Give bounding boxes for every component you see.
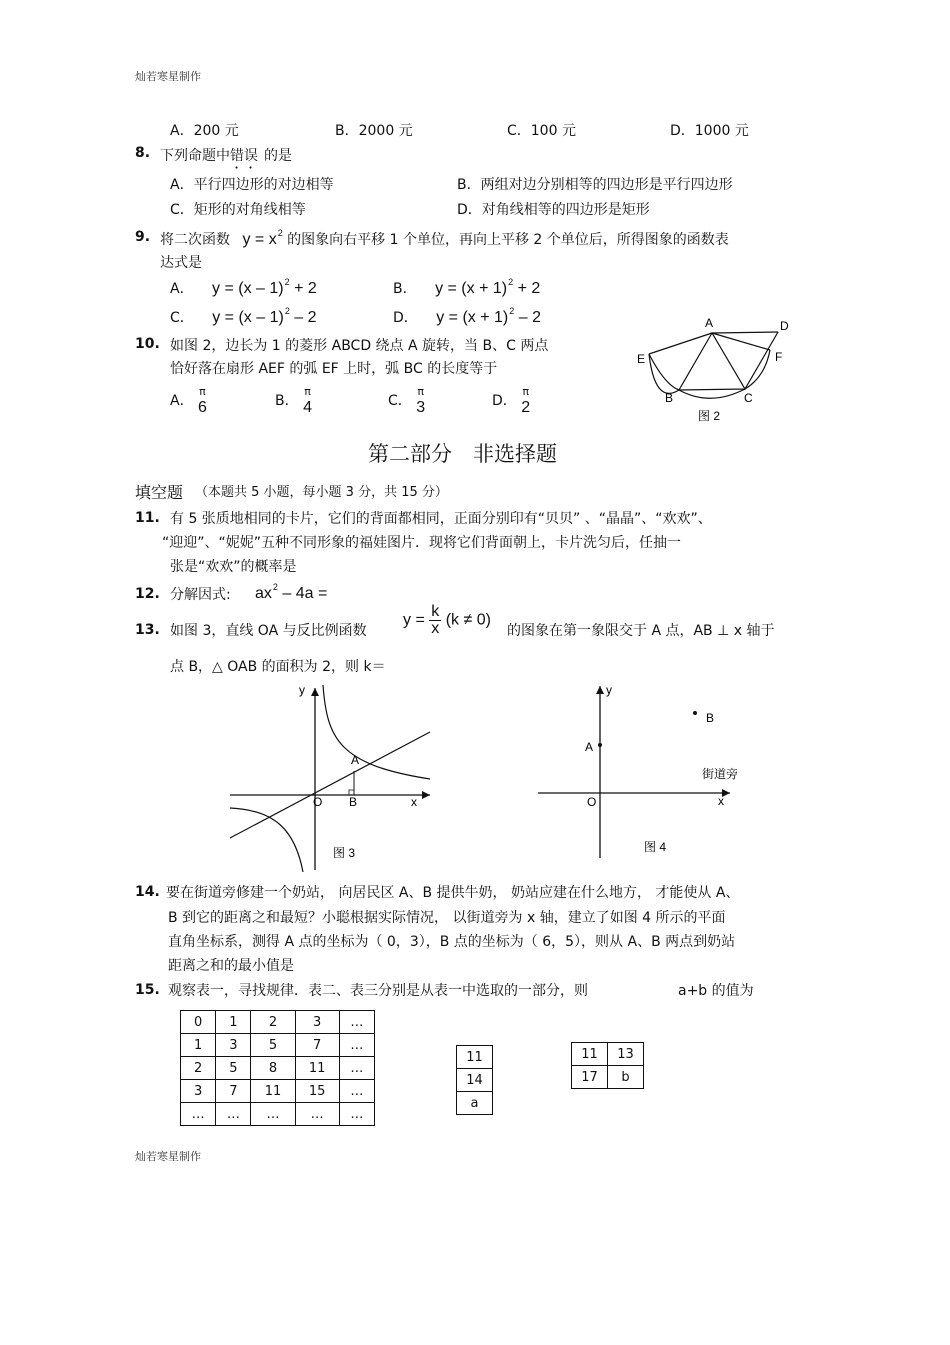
fig4-label-y: y — [606, 683, 612, 697]
q9-option-c — [170, 306, 317, 327]
q9-option-b — [393, 277, 540, 298]
q9-option-b-label: B． — [393, 281, 417, 297]
q14-number: 14. — [135, 884, 160, 900]
part-2-title: 第二部分 非选择题 — [368, 442, 557, 466]
fig2-segment-ad — [712, 332, 778, 333]
q10-option-d-den: 2 — [521, 399, 531, 416]
fig3-label-b: B — [349, 795, 358, 809]
q9-function-exp: 2 — [277, 228, 283, 238]
q12-expression-exp: 2 — [272, 582, 278, 592]
fig2-label-d: D — [780, 319, 789, 333]
table-row — [572, 1043, 644, 1066]
fig4-y-arrow — [596, 686, 604, 694]
table-cell: 11 — [295, 1057, 339, 1080]
fig2-caption: 图 2 — [698, 409, 721, 423]
table-cell: 5 — [251, 1034, 295, 1057]
q10-option-a-label: A． — [170, 393, 194, 409]
q10-option-a-den: 6 — [198, 399, 207, 416]
fill-section-note: （本题共 5 小题，每小题 3 分，共 15 分） — [195, 485, 448, 500]
fig4-point-b — [693, 711, 697, 715]
q14-line1: 要在街道旁修建一个奶站， 向居民区 A、B 提供牛奶， 奶站应建在什么地方， 才能使从 A、 — [166, 885, 740, 901]
q13-function — [403, 604, 491, 637]
q13-function-condition: (k ≠ 0) — [445, 611, 491, 629]
table-cell: 1 — [216, 1011, 251, 1034]
q9-function-base: y = x — [242, 231, 277, 248]
q11-line1: 有 5 张质地相同的卡片，它们的背面都相同，正面分别印有“贝贝” 、“晶晶”、“欢欢”、 — [170, 511, 712, 527]
fig4-label-b: B — [706, 711, 715, 725]
table-cell: 0 — [181, 1011, 216, 1034]
table-cell: 17 — [572, 1066, 608, 1089]
q13-stem-post: 的图象在第一象限交于 A 点，AB ⊥ x 轴于 — [507, 623, 775, 639]
q7-option-a: A．200 元 — [170, 123, 239, 139]
q8-option-d: D．对角线相等的四边形是矩形 — [457, 202, 650, 218]
fig3-label-o: O — [313, 795, 323, 809]
q14-line2: B 到它的距离之和最短？小聪根据实际情况， 以街道旁为 x 轴，建立了如图 4 所示的平面 — [168, 910, 726, 926]
table-1 — [180, 1010, 375, 1126]
fig2-segment-ae — [649, 333, 712, 354]
q9-option-a — [170, 277, 317, 298]
q9-function — [242, 228, 283, 248]
table-cell: 15 — [295, 1080, 339, 1103]
table-cell: a — [457, 1092, 493, 1115]
q13-fraction-den: x — [431, 620, 440, 637]
q10-option-b-fraction — [303, 384, 312, 416]
table-row — [457, 1092, 493, 1115]
q9-option-c-exp: 2 — [284, 306, 290, 316]
q13-line2: 点 B，△ OAB 的面积为 2，则 k＝ — [170, 659, 386, 675]
fig4-caption: 图 4 — [644, 840, 667, 854]
q8-option-c: C．矩形的对角线相等 — [170, 202, 306, 218]
q10-option-a-fraction — [198, 384, 207, 416]
q9-option-c-label: C． — [170, 310, 194, 326]
q10-option-b-den: 4 — [303, 399, 312, 416]
q10-option-c-fraction — [416, 384, 425, 416]
q10-option-c-num: π — [417, 385, 424, 398]
q9-stem — [160, 228, 729, 249]
q9-option-a-tail: + 2 — [294, 280, 317, 297]
q9-option-a-base: y = (x – 1) — [212, 280, 284, 297]
q13-stem-pre: 如图 3，直线 OA 与反比例函数 — [170, 623, 367, 639]
q10-line1: 如图 2，边长为 1 的菱形 ABCD 绕点 A 旋转，当 B、C 两点 — [170, 338, 549, 354]
table-cell: … — [295, 1103, 339, 1126]
table-cell: 8 — [251, 1057, 295, 1080]
q15-text-tail: a+b 的值为 — [678, 983, 754, 999]
q9-stem-post: 的图象向右平移 1 个单位，再向上平移 2 个单位后，所得图象的函数表 — [287, 232, 729, 248]
q11-line3: 张是“欢欢”的概率是 — [170, 559, 297, 575]
q9-option-b-tail: + 2 — [517, 280, 541, 297]
fig2-segment-dc — [745, 332, 778, 389]
table-cell: 1 — [181, 1034, 216, 1057]
fig4-label-a: A — [585, 740, 594, 754]
q10-option-b — [275, 384, 312, 416]
fig2-label-c: C — [744, 391, 753, 405]
q9-option-c-base: y = (x – 1) — [212, 309, 284, 326]
table-cell: 7 — [295, 1034, 339, 1057]
q8-stem-pre: 下列命题中 — [160, 148, 230, 164]
q10-number: 10. — [135, 336, 160, 352]
table-cell: 3 — [295, 1011, 339, 1034]
table-cell: 11 — [572, 1043, 608, 1066]
figure-2-rhombus-sector — [625, 310, 795, 430]
q9-stem-line2: 达式是 — [160, 255, 202, 271]
q14-line3: 直角坐标系，测得 A 点的坐标为（ 0，3），B 点的坐标为（ 6，5），则从 A、B 两点到奶站 — [168, 934, 736, 950]
fig4-label-x: x — [718, 794, 724, 808]
table-cell: … — [339, 1011, 374, 1034]
q15-text: 观察表一，寻找规律．表二、表三分别是从表一中选取的一部分，则 — [168, 983, 588, 999]
q9-option-d — [393, 306, 541, 327]
table-row — [457, 1069, 493, 1092]
table-row — [181, 1034, 375, 1057]
q9-number: 9. — [135, 229, 151, 245]
q10-option-c-label: C． — [388, 393, 412, 409]
q7-option-d: D．1000 元 — [670, 123, 749, 139]
q15-number: 15. — [135, 982, 160, 998]
q12-expression — [255, 582, 327, 603]
table-row — [457, 1046, 493, 1069]
table-cell: 13 — [608, 1043, 644, 1066]
q12-expression-base: ax — [255, 585, 272, 602]
q10-option-a-num: π — [199, 385, 206, 398]
table-cell: 14 — [457, 1069, 493, 1092]
q8-stem — [160, 145, 292, 172]
table-3 — [571, 1042, 644, 1089]
q10-option-d-num: π — [522, 385, 529, 398]
fig3-line-oa — [230, 732, 430, 838]
q13-fraction-num: k — [431, 603, 440, 620]
q12-text: 分解因式: — [170, 587, 231, 603]
q9-option-d-tail: – 2 — [518, 309, 541, 326]
fig3-label-y: y — [299, 683, 305, 697]
table-2 — [456, 1045, 493, 1115]
q9-option-b-exp: 2 — [508, 277, 514, 287]
table-cell: … — [251, 1103, 295, 1126]
q9-option-c-tail: – 2 — [294, 309, 317, 326]
fig3-hyperbola-q1 — [323, 685, 430, 779]
table-row — [181, 1011, 375, 1034]
q10-option-d-label: D． — [492, 393, 517, 409]
q12-expression-tail: – 4a = — [282, 585, 328, 602]
q10-option-d-fraction — [521, 384, 530, 416]
table-cell: … — [339, 1103, 374, 1126]
table-row — [181, 1080, 375, 1103]
q8-option-b: B．两组对边分别相等的四边形是平行四边形 — [457, 177, 733, 193]
table-row — [572, 1066, 644, 1089]
table-cell: 11 — [457, 1046, 493, 1069]
q13-function-fraction — [429, 604, 441, 637]
fig3-x-arrow — [422, 791, 430, 799]
table-cell: … — [181, 1103, 216, 1126]
q8-stem-emphasis: 错误 — [230, 148, 258, 164]
q10-option-c — [388, 384, 425, 416]
q8-number: 8. — [135, 145, 151, 161]
q13-function-y: y = — [403, 611, 425, 629]
table-cell: 7 — [216, 1080, 251, 1103]
q9-option-a-exp: 2 — [284, 277, 290, 287]
fill-section-title: 填空题 — [135, 483, 184, 502]
q10-option-c-den: 3 — [416, 399, 426, 416]
table-row — [181, 1057, 375, 1080]
q13-number: 13. — [135, 622, 160, 638]
table-cell: … — [339, 1057, 374, 1080]
table-cell: b — [608, 1066, 644, 1089]
table-cell: 5 — [216, 1057, 251, 1080]
fig2-label-a: A — [705, 316, 714, 330]
footer-watermark: 灿若寒星制作 — [135, 1150, 201, 1163]
fig4-point-a — [598, 743, 602, 747]
header-watermark: 灿若寒星制作 — [135, 70, 201, 83]
q11-number: 11. — [135, 510, 160, 526]
table-cell: … — [216, 1103, 251, 1126]
figure-3-graph — [225, 680, 440, 875]
table-cell: … — [339, 1080, 374, 1103]
q9-option-d-label: D． — [393, 310, 418, 326]
table-cell: 2 — [251, 1011, 295, 1034]
q9-option-a-label: A． — [170, 281, 194, 297]
q9-option-d-exp: 2 — [509, 306, 515, 316]
table-cell: 2 — [181, 1057, 216, 1080]
figure-4-coordinates — [530, 680, 740, 865]
fig2-label-b: B — [665, 391, 674, 405]
table-cell: 3 — [216, 1034, 251, 1057]
fig4-label-street: 街道旁 — [702, 767, 739, 781]
table-row — [181, 1103, 375, 1126]
q7-option-c: C．100 元 — [507, 123, 576, 139]
q7-option-b: B．2000 元 — [335, 123, 413, 139]
q10-line2: 恰好落在扇形 AEF 的弧 EF 上时，弧 BC 的长度等于 — [170, 361, 498, 377]
fig4-label-o: O — [587, 795, 597, 809]
fig3-label-x: x — [411, 795, 417, 809]
q8-option-a: A．平行四边形的对边相等 — [170, 177, 334, 193]
q10-option-b-label: B． — [275, 393, 299, 409]
table-cell: … — [339, 1034, 374, 1057]
fig3-label-a: A — [351, 753, 360, 767]
fig2-label-e: E — [637, 352, 646, 366]
table-cell: 11 — [251, 1080, 295, 1103]
q10-option-a — [170, 384, 207, 416]
q9-stem-pre: 将二次函数 — [160, 232, 230, 248]
q11-line2: “迎迎”、“妮妮”五种不同形象的福娃图片．现将它们背面朝上，卡片洗匀后，任抽一 — [162, 535, 682, 551]
q12-number: 12. — [135, 586, 160, 602]
q8-stem-post: 的是 — [264, 148, 292, 164]
fig3-hyperbola-q3 — [230, 808, 303, 872]
fig3-caption: 图 3 — [333, 846, 356, 860]
fig3-y-arrow — [311, 688, 319, 696]
q10-option-b-num: π — [304, 385, 311, 398]
q10-option-d — [492, 384, 530, 416]
q9-option-d-base: y = (x + 1) — [436, 309, 509, 326]
fig2-rhombus-abc — [679, 333, 745, 390]
q14-line4: 距离之和的最小值是 — [168, 958, 294, 974]
table-cell: 3 — [181, 1080, 216, 1103]
fig2-label-f: F — [775, 350, 783, 364]
q9-option-b-base: y = (x + 1) — [435, 280, 508, 297]
